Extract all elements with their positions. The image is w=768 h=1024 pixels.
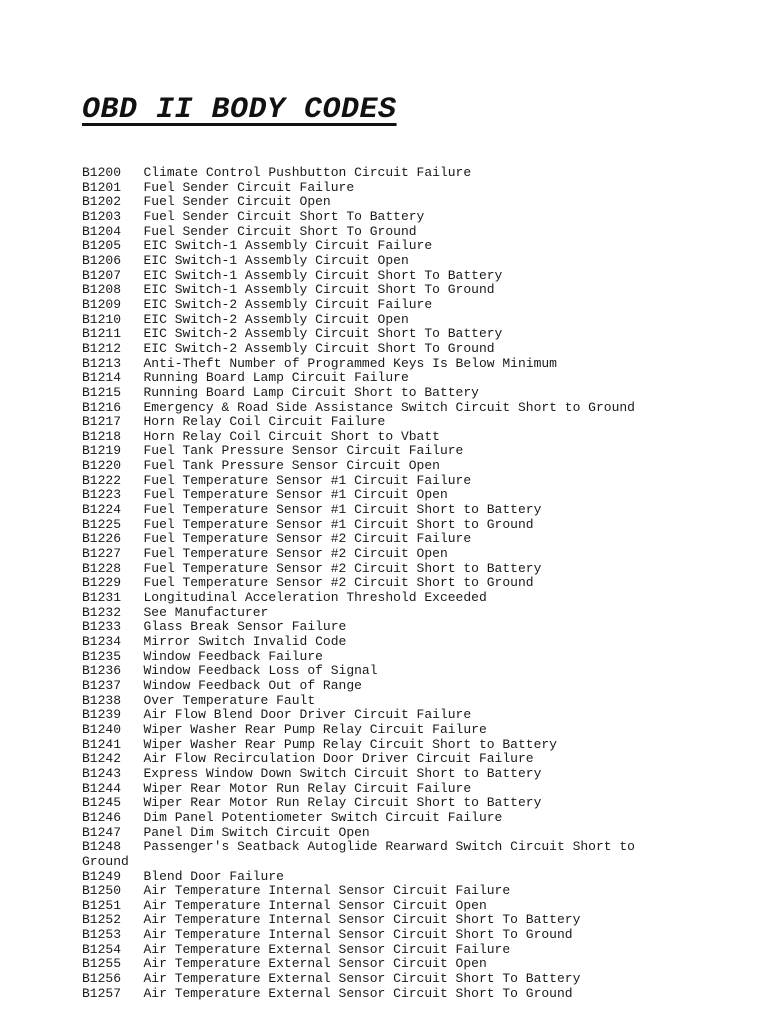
code-id: B1219 — [82, 443, 122, 459]
code-row — [82, 342, 682, 357]
code-description: Air Temperature Internal Sensor Circuit Failure — [143, 883, 511, 899]
code-id: B1234 — [82, 634, 122, 649]
code-description: Glass Break Sensor Failure — [143, 619, 347, 635]
code-id: B1251 — [82, 897, 122, 913]
code-description: Air Flow Recirculation Door Driver Circuit Failure — [143, 751, 534, 767]
code-description: Dim Panel Potentiometer Switch Circuit Failure — [143, 809, 503, 825]
code-id: B1215 — [82, 384, 122, 400]
code-description: Air Temperature External Sensor Circuit Short To Battery — [143, 971, 581, 987]
code-id: B1235 — [82, 648, 122, 664]
code-description: Fuel Temperature Sensor #1 Circuit Failure — [143, 472, 472, 488]
code-description: Anti-Theft Number of Programmed Keys Is Below Minimum — [143, 355, 557, 371]
code-row — [82, 298, 682, 313]
code-id: B1237 — [82, 677, 122, 693]
code-description: EIC Switch-1 Assembly Circuit Open — [143, 252, 409, 268]
code-description: EIC Switch-2 Assembly Circuit Open — [143, 311, 409, 327]
code-description: Passenger's Seatback Autoglide Rearward Switch Circuit Short to Ground — [82, 839, 643, 869]
code-id: B1257 — [82, 985, 122, 1001]
code-id: B1256 — [82, 971, 122, 987]
code-row — [82, 679, 682, 694]
code-description: Mirror Switch Invalid Code — [143, 634, 347, 649]
code-description: Climate Control Pushbutton Circuit Failure — [143, 165, 472, 180]
code-id: B1255 — [82, 956, 122, 972]
code-row — [82, 767, 682, 782]
code-row — [82, 620, 682, 635]
code-description: Fuel Temperature Sensor #1 Circuit Short to Battery — [143, 502, 542, 518]
code-row — [82, 957, 682, 972]
code-description: Fuel Temperature Sensor #2 Circuit Open — [143, 546, 448, 562]
code-description: Fuel Sender Circuit Short To Ground — [143, 223, 417, 239]
code-description: Express Window Down Switch Circuit Short to Battery — [143, 765, 542, 781]
code-description: Window Feedback Out of Range — [143, 677, 362, 693]
code-id: B1218 — [82, 428, 122, 444]
code-id: B1229 — [82, 575, 122, 591]
page-title: OBD II BODY CODES — [82, 93, 397, 127]
code-row — [82, 972, 682, 987]
code-id: B1242 — [82, 751, 122, 767]
code-id: B1208 — [82, 282, 122, 298]
code-row — [82, 752, 682, 767]
code-row — [82, 928, 682, 943]
code-id: B1202 — [82, 194, 122, 210]
code-description: Wiper Rear Motor Run Relay Circuit Short to Battery — [143, 795, 542, 811]
code-row — [82, 283, 682, 298]
code-id: B1252 — [82, 912, 122, 928]
code-description: Window Feedback Failure — [143, 648, 323, 664]
code-id: B1243 — [82, 765, 122, 781]
code-id: B1231 — [82, 590, 122, 606]
code-id: B1246 — [82, 809, 122, 825]
code-description: Running Board Lamp Circuit Short to Battery — [143, 384, 479, 400]
code-row — [82, 547, 682, 562]
code-id: B1222 — [82, 472, 122, 488]
code-row — [82, 459, 682, 474]
code-description: Air Temperature Internal Sensor Circuit Short To Ground — [143, 927, 573, 943]
code-row — [82, 870, 682, 885]
code-id: B1203 — [82, 208, 122, 224]
code-row — [82, 166, 682, 181]
code-id: B1238 — [82, 692, 122, 708]
code-description: Air Temperature Internal Sensor Circuit Short To Battery — [143, 912, 581, 928]
code-description: Fuel Temperature Sensor #1 Circuit Short to Ground — [143, 516, 534, 532]
code-description: Fuel Tank Pressure Sensor Circuit Failure — [143, 443, 464, 459]
code-id: B1233 — [82, 619, 122, 635]
code-row — [82, 181, 682, 196]
code-id: B1248 — [82, 839, 122, 855]
code-id: B1201 — [82, 179, 122, 195]
code-description: Horn Relay Coil Circuit Short to Vbatt — [143, 428, 440, 444]
code-id: B1216 — [82, 399, 122, 415]
code-row — [82, 503, 682, 518]
code-description: Longitudinal Acceleration Threshold Exceeded — [143, 590, 487, 606]
code-row — [82, 195, 682, 210]
code-list — [82, 166, 682, 1001]
code-description: Air Flow Blend Door Driver Circuit Failure — [143, 707, 472, 723]
code-id: B1220 — [82, 458, 122, 474]
code-row — [82, 987, 682, 1002]
code-id: B1212 — [82, 340, 122, 356]
code-row — [82, 239, 682, 254]
code-row — [82, 782, 682, 797]
code-id: B1225 — [82, 516, 122, 532]
code-id: B1227 — [82, 546, 122, 562]
code-id: B1207 — [82, 267, 122, 283]
code-row — [82, 430, 682, 445]
code-description: EIC Switch-1 Assembly Circuit Short To Ground — [143, 282, 495, 298]
code-description: Over Temperature Fault — [143, 692, 316, 708]
code-row — [82, 386, 682, 401]
code-row — [82, 254, 682, 269]
code-description: Fuel Temperature Sensor #2 Circuit Short to Ground — [143, 575, 534, 591]
code-description: Wiper Washer Rear Pump Relay Circuit Failure — [143, 721, 487, 737]
code-description: Wiper Rear Motor Run Relay Circuit Failure — [143, 780, 472, 796]
code-row — [82, 415, 682, 430]
code-id: B1223 — [82, 487, 122, 503]
code-row — [82, 576, 682, 591]
code-id: B1226 — [82, 531, 122, 547]
code-id: B1254 — [82, 941, 122, 957]
code-row — [82, 943, 682, 958]
code-row — [82, 562, 682, 577]
code-description: Air Temperature External Sensor Circuit Short To Ground — [143, 985, 573, 1001]
code-description: Fuel Sender Circuit Open — [143, 194, 331, 210]
code-description: EIC Switch-2 Assembly Circuit Failure — [143, 296, 433, 312]
code-row — [82, 474, 682, 489]
code-description: Fuel Temperature Sensor #1 Circuit Open — [143, 487, 448, 503]
code-row — [82, 884, 682, 899]
code-description: EIC Switch-2 Assembly Circuit Short To Battery — [143, 326, 503, 342]
code-id: B1253 — [82, 927, 122, 943]
code-row — [82, 444, 682, 459]
code-description: Emergency & Road Side Assistance Switch Circuit Short to Ground — [143, 399, 635, 415]
code-description: EIC Switch-1 Assembly Circuit Short To Battery — [143, 267, 503, 283]
code-id: B1205 — [82, 238, 122, 254]
code-description: Air Temperature Internal Sensor Circuit Open — [143, 897, 487, 913]
code-row — [82, 371, 682, 386]
code-id: B1241 — [82, 736, 122, 752]
code-row — [82, 606, 682, 621]
code-row — [82, 826, 682, 841]
code-description: Panel Dim Switch Circuit Open — [143, 824, 370, 840]
code-description: Blend Door Failure — [143, 868, 284, 884]
code-description: Air Temperature External Sensor Circuit Failure — [143, 941, 511, 957]
code-row — [82, 899, 682, 914]
code-description: Air Temperature External Sensor Circuit Open — [143, 956, 487, 972]
code-row — [82, 591, 682, 606]
code-id: B1245 — [82, 795, 122, 811]
code-description: Fuel Temperature Sensor #2 Circuit Short to Battery — [143, 560, 542, 576]
code-row — [82, 694, 682, 709]
code-id: B1247 — [82, 824, 122, 840]
code-description: EIC Switch-1 Assembly Circuit Failure — [143, 238, 433, 254]
code-id: B1244 — [82, 780, 122, 796]
code-description: Fuel Tank Pressure Sensor Circuit Open — [143, 458, 440, 474]
code-description: Running Board Lamp Circuit Failure — [143, 370, 409, 386]
code-row — [82, 488, 682, 503]
code-description: See Manufacturer — [143, 604, 269, 620]
code-id: B1204 — [82, 223, 122, 239]
code-id: B1214 — [82, 370, 122, 386]
code-row — [82, 327, 682, 342]
code-id: B1236 — [82, 663, 122, 679]
code-id: B1206 — [82, 252, 122, 268]
code-row — [82, 796, 682, 811]
code-id: B1249 — [82, 868, 122, 884]
code-id: B1200 — [82, 165, 122, 180]
code-id: B1228 — [82, 560, 122, 576]
code-id: B1224 — [82, 502, 122, 518]
code-description: Fuel Sender Circuit Failure — [143, 179, 355, 195]
code-row — [82, 532, 682, 547]
code-id: B1240 — [82, 721, 122, 737]
code-row — [82, 811, 682, 826]
code-id: B1250 — [82, 883, 122, 899]
code-row — [82, 840, 682, 869]
code-id: B1217 — [82, 414, 122, 430]
code-row — [82, 518, 682, 533]
code-id: B1232 — [82, 604, 122, 620]
code-row — [82, 738, 682, 753]
code-row — [82, 650, 682, 665]
code-id: B1213 — [82, 355, 122, 371]
code-description: Fuel Temperature Sensor #2 Circuit Failure — [143, 531, 472, 547]
code-row — [82, 269, 682, 284]
code-row — [82, 401, 682, 416]
code-description: Fuel Sender Circuit Short To Battery — [143, 208, 425, 224]
code-id: B1239 — [82, 707, 122, 723]
code-row — [82, 664, 682, 679]
code-description: EIC Switch-2 Assembly Circuit Short To Ground — [143, 340, 495, 356]
code-row — [82, 635, 682, 650]
code-row — [82, 708, 682, 723]
code-row — [82, 210, 682, 225]
code-description: Window Feedback Loss of Signal — [143, 663, 378, 679]
code-id: B1209 — [82, 296, 122, 312]
code-row — [82, 913, 682, 928]
code-row — [82, 313, 682, 328]
code-description: Horn Relay Coil Circuit Failure — [143, 414, 386, 430]
code-id: B1210 — [82, 311, 122, 327]
code-row — [82, 225, 682, 240]
code-row — [82, 357, 682, 372]
code-row — [82, 723, 682, 738]
code-id: B1211 — [82, 326, 122, 342]
code-description: Wiper Washer Rear Pump Relay Circuit Short to Battery — [143, 736, 557, 752]
